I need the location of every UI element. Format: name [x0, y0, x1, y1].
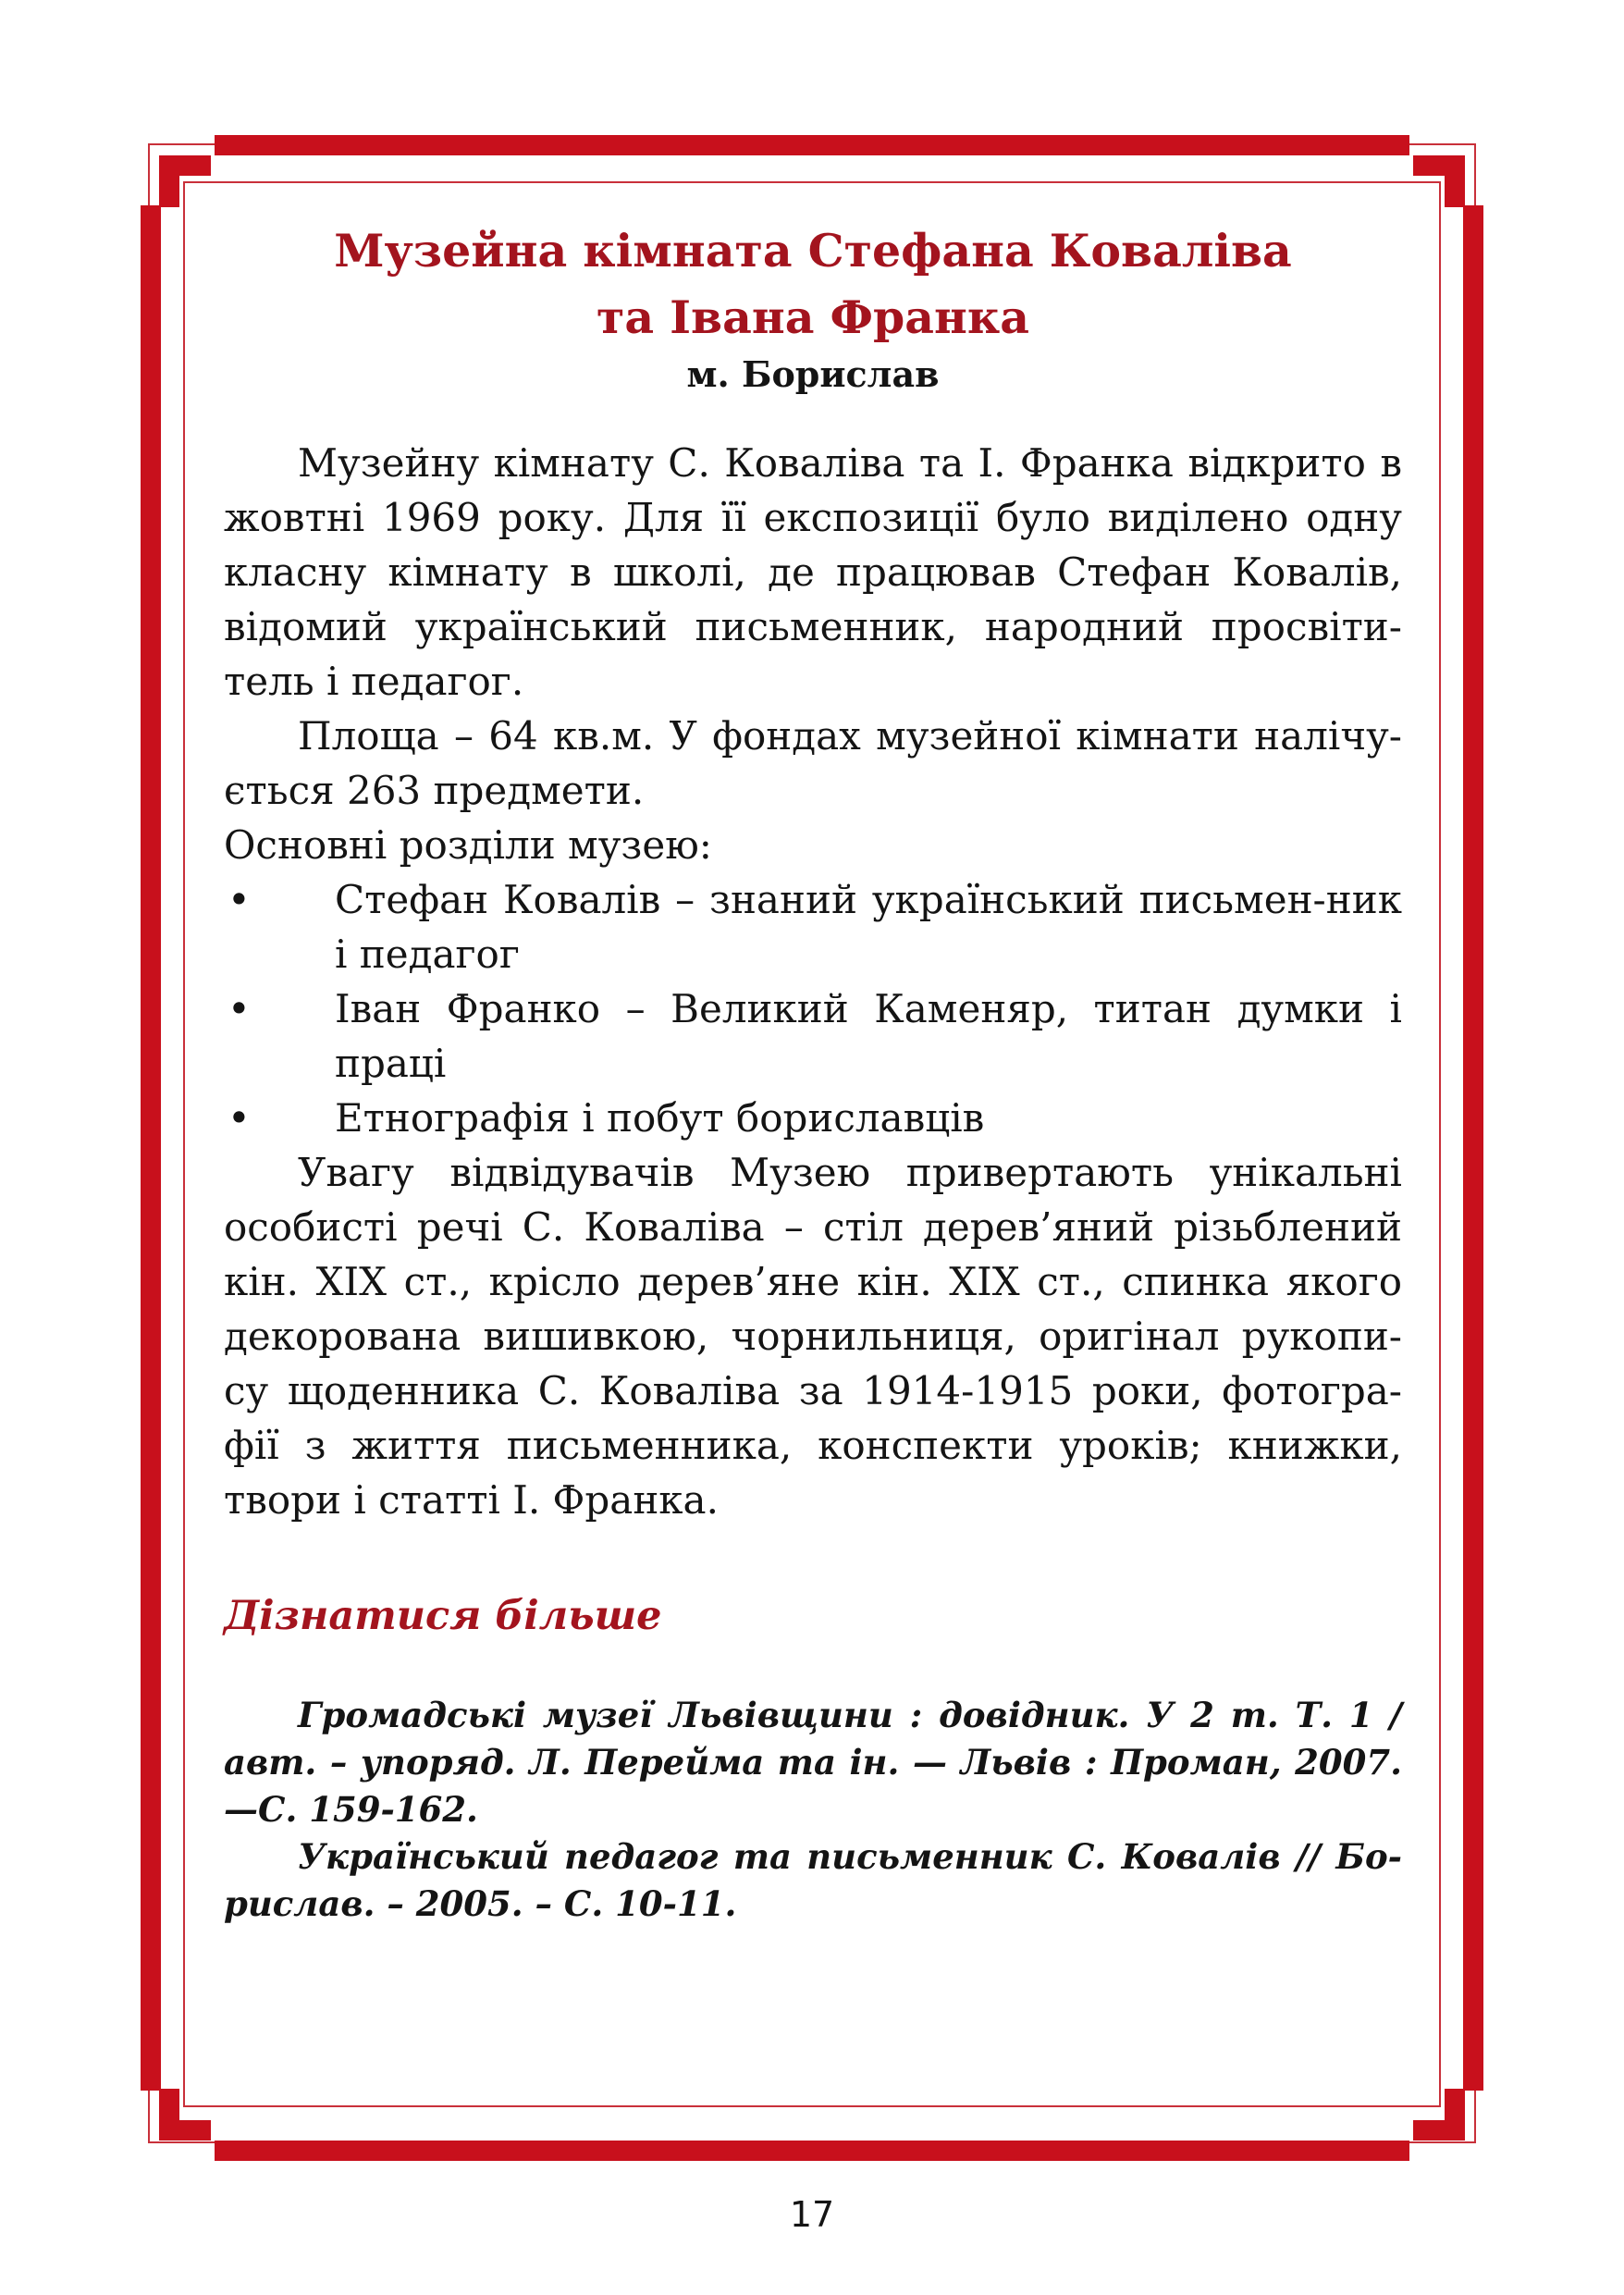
list-item — [224, 981, 1402, 1091]
paragraph-area: Площа – 64 кв.м. У фондах музейної кімнати налічу-ється 263 предмети. — [224, 713, 1402, 813]
bullet-icon: • — [228, 877, 251, 922]
frame-corner-bottom-left — [159, 2120, 211, 2141]
paragraph-exhibits: Увагу відвідувачів Музею привертають унікальні особисті речі С. Коваліва – стіл дерев’яний різьблений кін. ХІХ ст., крісло дерев’яне кін. ХІХ ст., спинка якого декорована вишивкою, чорнильниця, оригінал рукопи-су щоденника С. Коваліва за 1914-1915 роки, фотогра-фії з життя письменника, конспекти уроків; книжки, твори і статті І. Франка. — [224, 1150, 1402, 1523]
reference-item: Український педагог та письменник С. Ковалів // Бо-рислав. – 2005. – С. 10-11. — [224, 1836, 1402, 1924]
paragraph-history: Музейну кімнату С. Коваліва та І. Франка відкрито в жовтні 1969 року. Для її експозиції було виділено одну класну кімнату в школі, де працював Стефан Ковалів, відомий український письменник, народний просвіти-тель і педагог. — [224, 440, 1402, 704]
list-item-text: Стефан Ковалів – знаний український письмен-ник і педагог — [335, 877, 1402, 977]
reference-item: Громадські музеї Львівщини : довідник. У 2 т. Т. 1 / авт. – упоряд. Л. Перейма та ін. — Львів : Проман, 2007. —С. 159-162. — [224, 1695, 1402, 1830]
bullet-icon: • — [228, 986, 251, 1031]
page-number: 17 — [789, 2194, 835, 2235]
sections-list — [224, 872, 1402, 1145]
frame-corner-bottom-right — [1413, 2120, 1465, 2141]
page-title — [224, 217, 1402, 351]
frame-bar-top — [215, 135, 1409, 155]
page-content — [224, 217, 1402, 1928]
learn-more-heading: Дізнатися більше — [224, 1593, 662, 1639]
frame-bar-right — [1463, 205, 1483, 2091]
list-item-text: Іван Франко – Великий Каменяр, титан думки і праці — [335, 986, 1402, 1086]
bullet-icon: • — [228, 1095, 251, 1141]
frame-bar-bottom — [215, 2141, 1409, 2161]
title-line-1: Музейна кімната Стефана Коваліва — [334, 224, 1292, 278]
frame-bar-left — [141, 205, 161, 2091]
list-item-text: Етнографія і побут бориславців — [335, 1095, 985, 1141]
city-subtitle: м. Борислав — [686, 353, 940, 395]
list-item — [224, 872, 1402, 981]
title-line-2: та Івана Франка — [596, 290, 1030, 344]
sections-heading: Основні розділи музею: — [224, 822, 712, 868]
list-item — [224, 1091, 1402, 1145]
frame-corner-top-right — [1413, 155, 1465, 176]
frame-corner-top-left — [159, 155, 211, 176]
